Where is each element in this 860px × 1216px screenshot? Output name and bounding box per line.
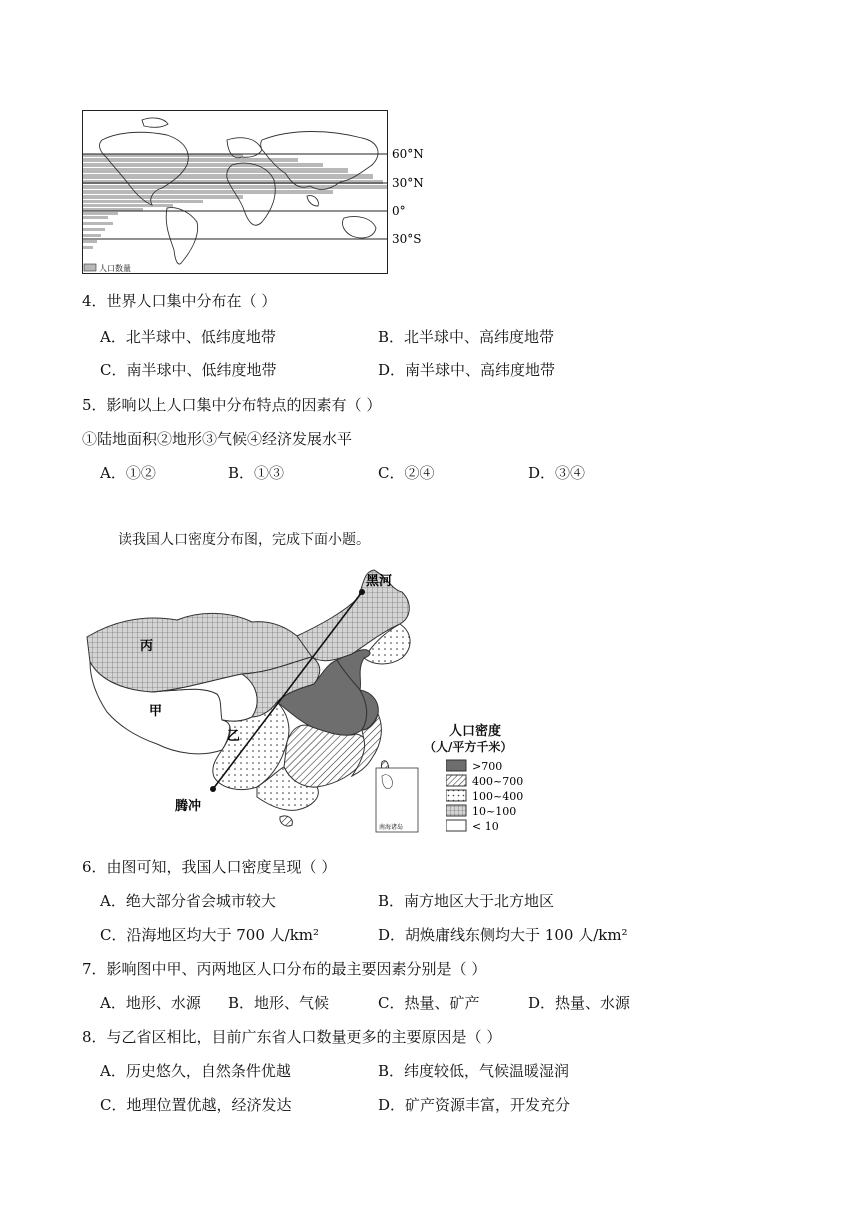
q8-option-c[interactable]: C．地理位置优越，经济发达 (100, 1096, 292, 1114)
q6-option-b[interactable]: B．南方地区大于北方地区 (378, 892, 555, 910)
q5-factors: ①陆地面积②地形③气候④经济发展水平 (82, 430, 353, 448)
world-map-legend: 人口数量 (99, 264, 131, 273)
tengchong-label: 腾冲 (175, 799, 202, 814)
region-bing-label: 丙 (140, 639, 154, 654)
q8-option-b[interactable]: B．纬度较低，气候温暖湿润 (378, 1062, 570, 1080)
q5-option-c[interactable]: C．②④ (378, 464, 435, 482)
lat-0-label: 0° (392, 204, 406, 218)
q6-option-a[interactable]: A．绝大部分省会城市较大 (100, 892, 276, 910)
legend-item-lt10: < 10 (472, 820, 499, 833)
section-intro: 读我国人口密度分布图，完成下面小题。 (118, 532, 370, 548)
q4-option-a[interactable]: A．北半球中、低纬度地带 (100, 328, 276, 346)
lat-60n-label: 60°N (392, 147, 424, 161)
q7-option-c[interactable]: C．热量、矿产 (378, 994, 480, 1012)
q5-stem: 5．影响以上人口集中分布特点的因素有（ ） (82, 396, 382, 414)
q7-option-a[interactable]: A．地形、水源 (100, 994, 201, 1012)
region-jia-label: 甲 (149, 704, 163, 719)
q7-option-b[interactable]: B．地形、气候 (228, 994, 330, 1012)
world-population-map (82, 110, 432, 276)
lat-30s-label: 30°S (392, 232, 422, 246)
inset-label: 南海诸岛 (379, 824, 404, 831)
legend-item-10-100: 10~100 (472, 805, 517, 818)
q7-option-d[interactable]: D．热量、水源 (528, 994, 631, 1012)
q5-option-d[interactable]: D．③④ (528, 464, 586, 482)
heihe-label: 黑河 (366, 574, 393, 589)
legend-item-100-400: 100~400 (472, 790, 524, 803)
q4-stem: 4．世界人口集中分布在（ ） (82, 292, 277, 310)
q5-option-b[interactable]: B．①③ (228, 464, 285, 482)
q7-stem: 7．影响图中甲、丙两地区人口分布的最主要因素分别是（ ） (82, 960, 487, 978)
q4-option-d[interactable]: D．南半球中、高纬度地带 (378, 361, 556, 379)
legend-title: 人口密度 (449, 724, 502, 739)
legend-item-gt700: >700 (472, 760, 503, 773)
q8-option-a[interactable]: A．历史悠久，自然条件优越 (100, 1062, 291, 1080)
lat-30n-label: 30°N (392, 176, 424, 190)
legend-unit: （人/平方千米） (424, 740, 513, 754)
q6-option-c[interactable]: C．沿海地区均大于 700 人/km² (100, 926, 320, 944)
q6-option-d[interactable]: D．胡焕庸线东侧均大于 100 人/km² (378, 926, 628, 944)
q8-stem: 8．与乙省区相比，目前广东省人口数量更多的主要原因是（ ） (82, 1028, 502, 1046)
q4-option-c[interactable]: C．南半球中、低纬度地带 (100, 361, 277, 379)
q8-option-d[interactable]: D．矿产资源丰富，开发充分 (378, 1096, 571, 1114)
legend-item-400-700: 400~700 (472, 775, 524, 788)
q5-option-a[interactable]: A．①② (100, 464, 156, 482)
q6-stem: 6．由图可知，我国人口密度呈现（ ） (82, 858, 337, 876)
region-yi-label: 乙 (227, 729, 241, 744)
q4-option-b[interactable]: B．北半球中、高纬度地带 (378, 328, 555, 346)
density-legend (424, 720, 564, 840)
